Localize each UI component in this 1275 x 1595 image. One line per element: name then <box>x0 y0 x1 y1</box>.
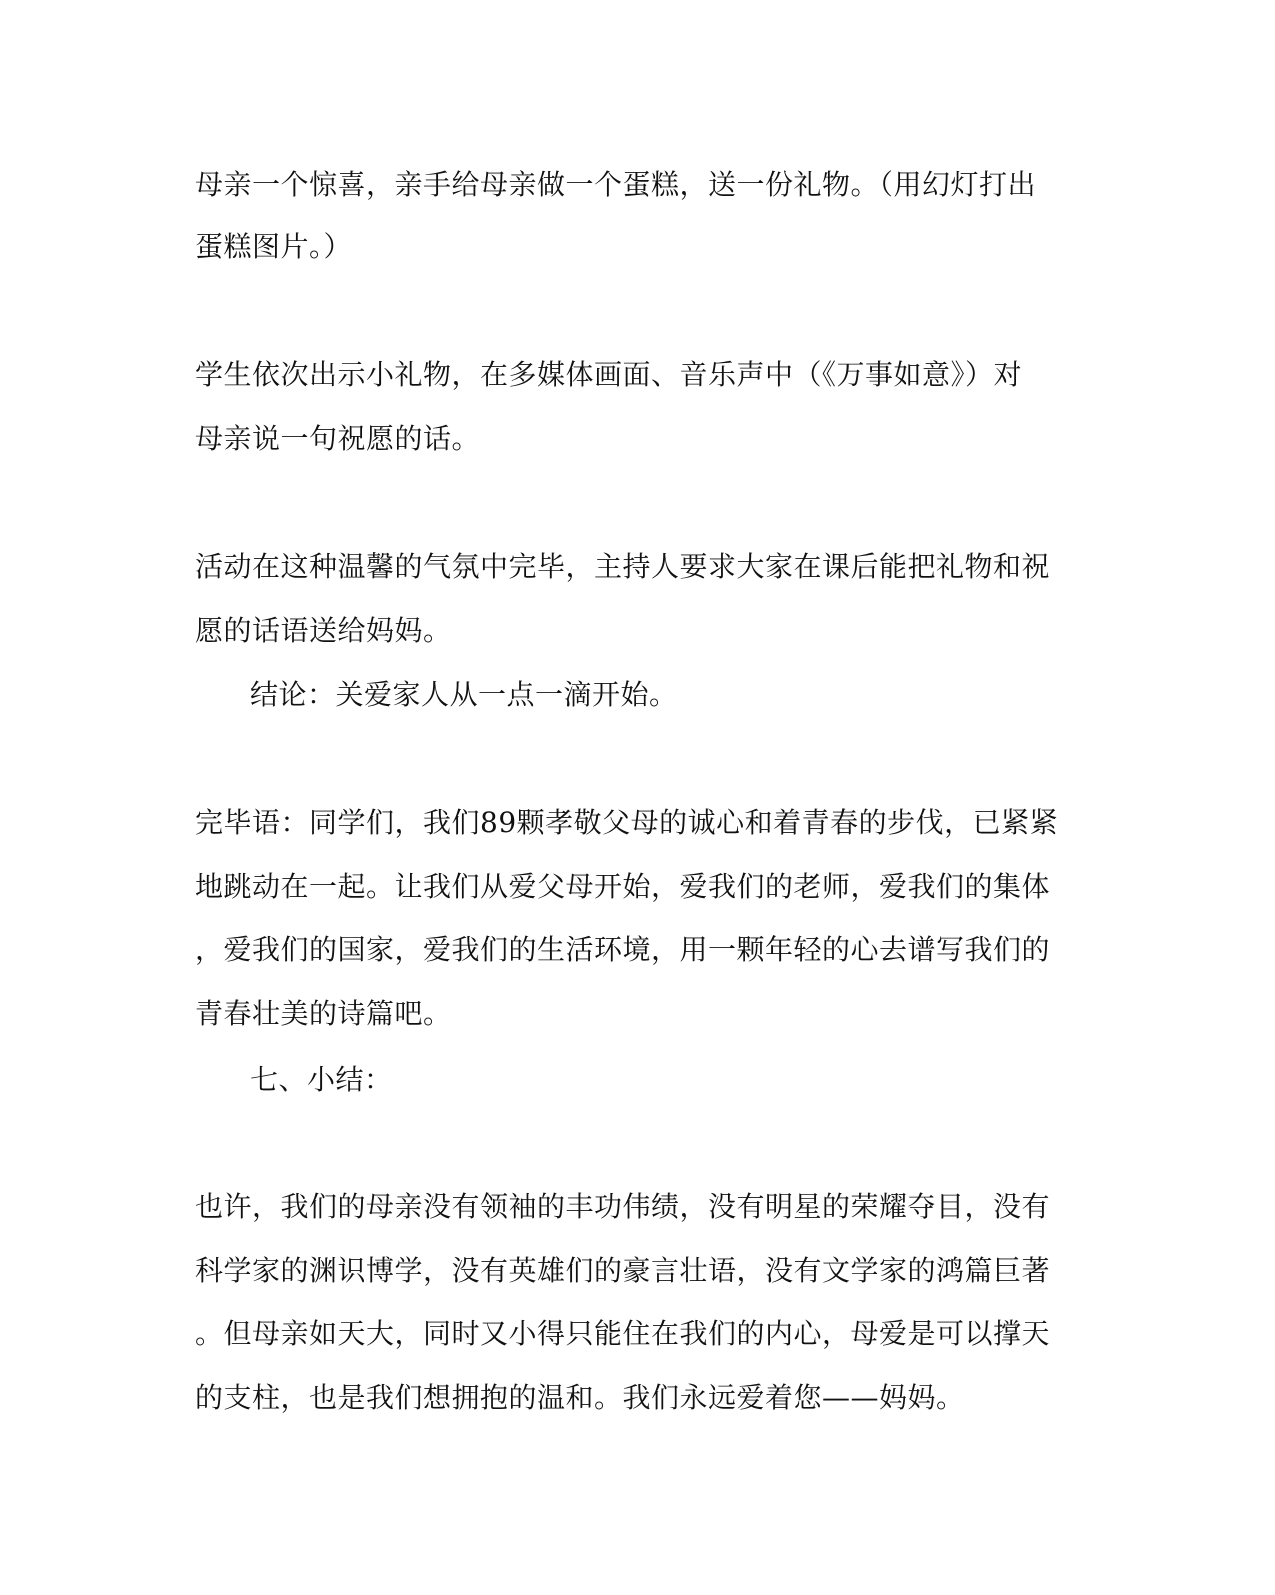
paragraph-line: 愿的话语送给妈妈。 <box>195 614 452 647</box>
paragraph-line: 完毕语：同学们，我们89颗孝敬父母的诚心和着青春的步伐，已紧紧 <box>195 806 1059 839</box>
paragraph-line: 地跳动在一起。让我们从爱父母开始，爱我们的老师，爱我们的集体 <box>195 870 1051 903</box>
paragraph-line: ，爱我们的国家，爱我们的生活环境，用一颗年轻的心去谱写我们的 <box>195 933 1051 966</box>
conclusion-line: 结论：关爱家人从一点一滴开始。 <box>250 678 678 711</box>
paragraph-line: 蛋糕图片。） <box>195 230 353 263</box>
section-heading: 七、小结： <box>250 1063 393 1096</box>
paragraph-line: 。但母亲如天大，同时又小得只能住在我们的内心，母爱是可以撑天 <box>195 1317 1051 1350</box>
paragraph-line: 学生依次出示小礼物，在多媒体画面、音乐声中（《万事如意》）对 <box>195 358 1023 391</box>
paragraph-line: 母亲一个惊喜，亲手给母亲做一个蛋糕，送一份礼物。（用幻灯打出 <box>195 168 1037 201</box>
paragraph-line: 母亲说一句祝愿的话。 <box>195 422 481 455</box>
paragraph-line: 青春壮美的诗篇吧。 <box>195 997 452 1030</box>
paragraph-line: 的支柱，也是我们想拥抱的温和。我们永远爱着您——妈妈。 <box>195 1381 965 1414</box>
paragraph-line: 科学家的渊识博学，没有英雄们的豪言壮语，没有文学家的鸿篇巨著 <box>195 1254 1051 1287</box>
paragraph-line: 活动在这种温馨的气氛中完毕，主持人要求大家在课后能把礼物和祝 <box>195 550 1051 583</box>
paragraph-line: 也许，我们的母亲没有领袖的丰功伟绩，没有明星的荣耀夺目，没有 <box>195 1190 1051 1223</box>
